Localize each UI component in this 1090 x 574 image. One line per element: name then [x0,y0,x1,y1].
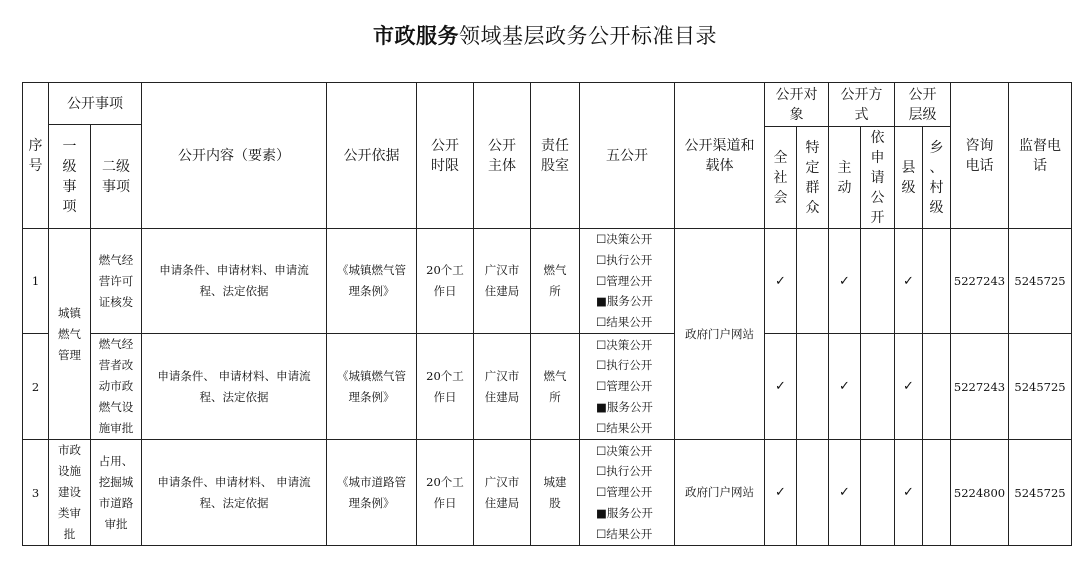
five-item: ☐决策公开 [596,232,653,246]
row-subject: 广汉市 住建局 [474,440,531,546]
row-supervise-phone: 5245725 [1009,229,1072,334]
row-office: 燃气 所 [531,334,580,440]
five-item: ☐执行公开 [596,358,653,373]
row-five [580,229,675,334]
row-level2: 燃气经 营者改 动市政 燃气设 施审批 [91,334,142,440]
five-item: ☐决策公开 [596,443,653,458]
check-method-request [861,440,895,546]
check-target-group [797,229,829,334]
check-level-county: ✓ [895,334,923,440]
header-level-county: 县 级 [895,127,923,229]
row-subject: 广汉市 住建局 [474,229,531,334]
five-item: ☐管理公开 [596,273,653,288]
header-target-group: 特 定 群 众 [797,127,829,229]
check-level-town [923,334,951,440]
table-row [23,334,1072,440]
header-level1: 一 级 事 项 [49,125,91,229]
five-item: ☐结果公开 [596,526,653,541]
header-row [23,83,1072,125]
five-item: ☐执行公开 [596,464,653,479]
row-basis: 《城镇燃气管 理条例》 [327,229,417,334]
row-time-limit: 20个工 作日 [417,229,474,334]
check-target-group [797,334,829,440]
row-seq: 2 [23,334,49,440]
row-content: 申请条件、 申请材料、申请流 程、法定依据 [142,334,327,440]
header-consult-phone: 咨询 电话 [951,83,1009,229]
row-level2: 占用、 挖掘城 市道路 审批 [91,440,142,546]
row-office: 城建 股 [531,440,580,546]
header-supervise-phone: 监督电 话 [1009,83,1072,229]
header-method-active: 主 动 [829,127,861,229]
row-supervise-phone: 5245725 [1009,334,1072,440]
row-content: 申请条件、申请材料、申请流 程、法定依据 [142,229,327,334]
check-method-request [861,229,895,334]
check-level-county: ✓ [895,229,923,334]
header-basis: 公开依据 [327,83,417,229]
header-subject: 公开 主体 [474,83,531,229]
header-target-all: 全 社 会 [765,127,797,229]
five-item: ☐管理公开 [596,485,653,500]
check-target-all: ✓ [765,229,797,334]
header-level: 公开 层级 [895,83,951,127]
check-target-group [797,440,829,546]
row-seq: 1 [23,229,49,334]
header-seq: 序 号 [23,83,49,229]
row-level1: 市政 设施 建设 类审 批 [49,440,91,546]
header-five: 五公开 [580,83,675,229]
row-level2: 燃气经 营许可 证核发 [91,229,142,334]
header-level-town: 乡 、 村 级 [923,127,951,229]
table-row [23,440,1072,546]
row-subject: 广汉市 住建局 [474,334,531,440]
five-item: ☐管理公开 [596,379,653,394]
header-target: 公开对 象 [765,83,829,127]
row-channel: 政府门户网站 [675,229,765,440]
row-supervise-phone: 5245725 [1009,440,1072,546]
row-consult-phone: 5227243 [951,229,1009,334]
five-item: ■服务公开 [596,294,653,309]
row-five [580,440,675,546]
row-consult-phone: 5227243 [951,334,1009,440]
row-channel: 政府门户网站 [675,440,765,546]
page-title: 市政服务领域基层政务公开标准目录 [373,23,717,48]
five-item: ■服务公开 [596,399,653,414]
header-public-items: 公开事项 [49,83,142,125]
row-seq: 3 [23,440,49,546]
catalog-table [22,82,1072,546]
check-level-town [923,229,951,334]
table-row [23,229,1072,334]
check-method-request [861,334,895,440]
check-level-town [923,440,951,546]
header-level2: 二级 事项 [91,125,142,229]
row-level1: 城镇 燃气 管理 [49,229,91,440]
row-basis: 《城市道路管 理条例》 [327,440,417,546]
header-office: 责任 股室 [531,83,580,229]
header-content: 公开内容（要素） [142,83,327,229]
check-method-active: ✓ [829,334,861,440]
header-method: 公开方 式 [829,83,895,127]
row-time-limit: 20个工 作日 [417,334,474,440]
header-time-limit: 公开 时限 [417,83,474,229]
row-content: 申请条件、申请材料、 申请流 程、法定依据 [142,440,327,546]
row-time-limit: 20个工 作日 [417,440,474,546]
five-item: ☐决策公开 [596,337,653,352]
check-method-active: ✓ [829,229,861,334]
row-five [580,334,675,440]
row-consult-phone: 5224800 [951,440,1009,546]
check-level-county: ✓ [895,440,923,546]
five-item: ■服务公开 [596,505,653,520]
five-item: ☐执行公开 [596,252,653,267]
check-target-all: ✓ [765,334,797,440]
row-basis: 《城镇燃气管 理条例》 [327,334,417,440]
five-item: ☐结果公开 [596,420,653,435]
five-item: ☐结果公开 [596,315,653,330]
check-target-all: ✓ [765,440,797,546]
header-channel: 公开渠道和 载体 [675,83,765,229]
header-method-request: 依 申 请 公 开 [861,127,895,229]
row-office: 燃气 所 [531,229,580,334]
check-method-active: ✓ [829,440,861,546]
